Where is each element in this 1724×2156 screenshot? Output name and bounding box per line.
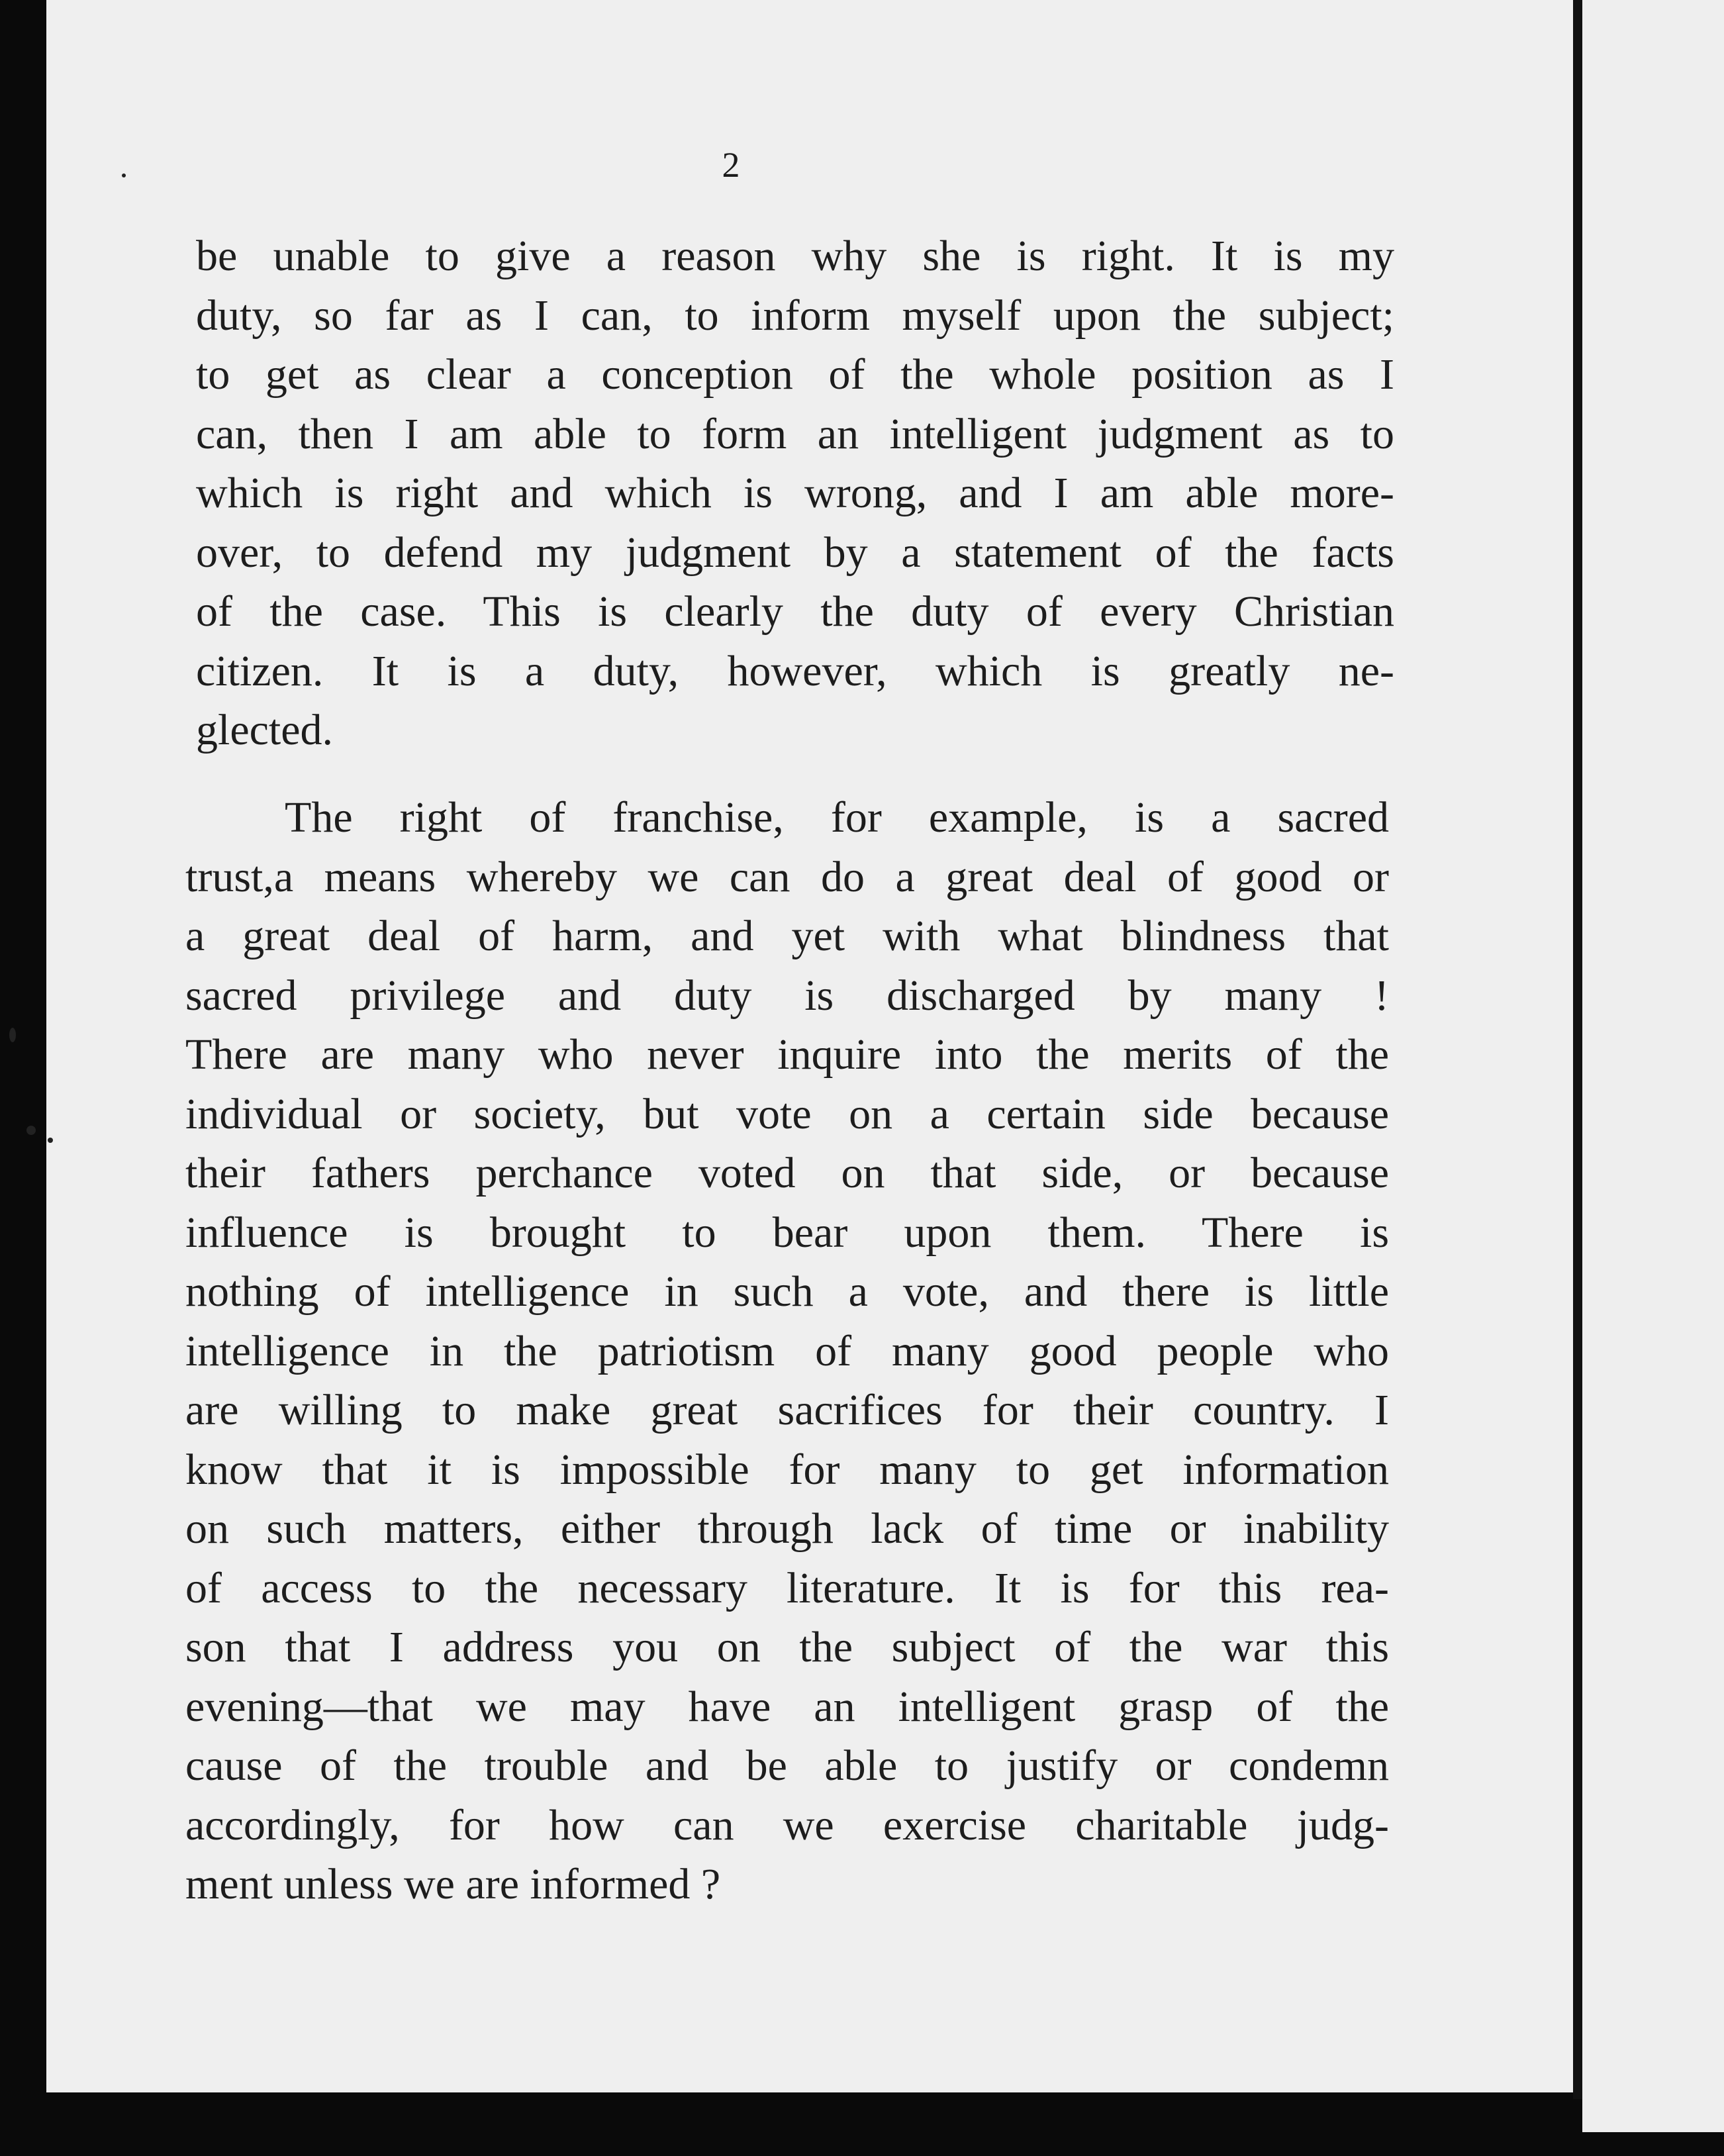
text-line: to get as clear a conception of the whole position as I (196, 350, 1394, 399)
text-line: their fathers perchance voted on that side, or because (185, 1149, 1389, 1197)
text-line: The right of franchise, for example, is a sacred (285, 793, 1389, 842)
text-line: trust,a means whereby we can do a great deal of good or (185, 852, 1389, 901)
page-gutter (1573, 0, 1582, 2099)
scan-speck (9, 1028, 16, 1042)
text-line: ment unless we are informed ? (185, 1860, 721, 1908)
text-line: There are many who never inquire into the merits of the (185, 1030, 1389, 1079)
text-line: be unable to give a reason why she is right. It is my (196, 232, 1394, 280)
text-line: influence is brought to bear upon them. There is (185, 1208, 1389, 1257)
text-line: over, to defend my judgment by a statement of the facts (196, 528, 1394, 577)
scan-speck (122, 173, 126, 177)
text-line: intelligence in the patriotism of many good people who (185, 1326, 1389, 1375)
text-line: son that I address you on the subject of the war this (185, 1623, 1389, 1671)
text-line: on such matters, either through lack of time or inability (185, 1504, 1389, 1553)
text-line: of the case. This is clearly the duty of every Christian (196, 587, 1394, 636)
paragraph-1 (196, 226, 1394, 760)
scan-speck (48, 1138, 53, 1143)
text-line: can, then I am able to form an intelligent judgment as to (196, 409, 1394, 458)
text-line: duty, so far as I can, to inform myself upon the subject; (196, 291, 1394, 340)
text-line: glected. (196, 706, 334, 754)
text-line: nothing of intelligence in such a vote, and there is little (185, 1267, 1389, 1316)
text-line: accordingly, for how can we exercise charitable judg- (185, 1800, 1389, 1849)
scan-speck (26, 1126, 36, 1135)
text-line: individual or society, but vote on a certain side because (185, 1089, 1389, 1138)
text-line: evening—that we may have an intelligent grasp of the (185, 1682, 1389, 1731)
text-line: citizen. It is a duty, however, which is greatly ne- (196, 646, 1394, 695)
text-line: sacred privilege and duty is discharged by many ! (185, 971, 1389, 1020)
text-line: of access to the necessary literature. It is for this rea- (185, 1563, 1389, 1612)
right-page-edge (1582, 0, 1724, 2132)
text-line: know that it is impossible for many to get information (185, 1445, 1389, 1494)
page-number: 2 (722, 145, 740, 185)
text-line: are willing to make great sacrifices for their country. I (185, 1386, 1389, 1434)
text-line: cause of the trouble and be able to justify or condemn (185, 1741, 1389, 1790)
text-line: which is right and which is wrong, and I am able more- (196, 469, 1394, 517)
text-line: a great deal of harm, and yet with what blindness that (185, 912, 1389, 960)
paragraph-2 (185, 788, 1389, 1914)
